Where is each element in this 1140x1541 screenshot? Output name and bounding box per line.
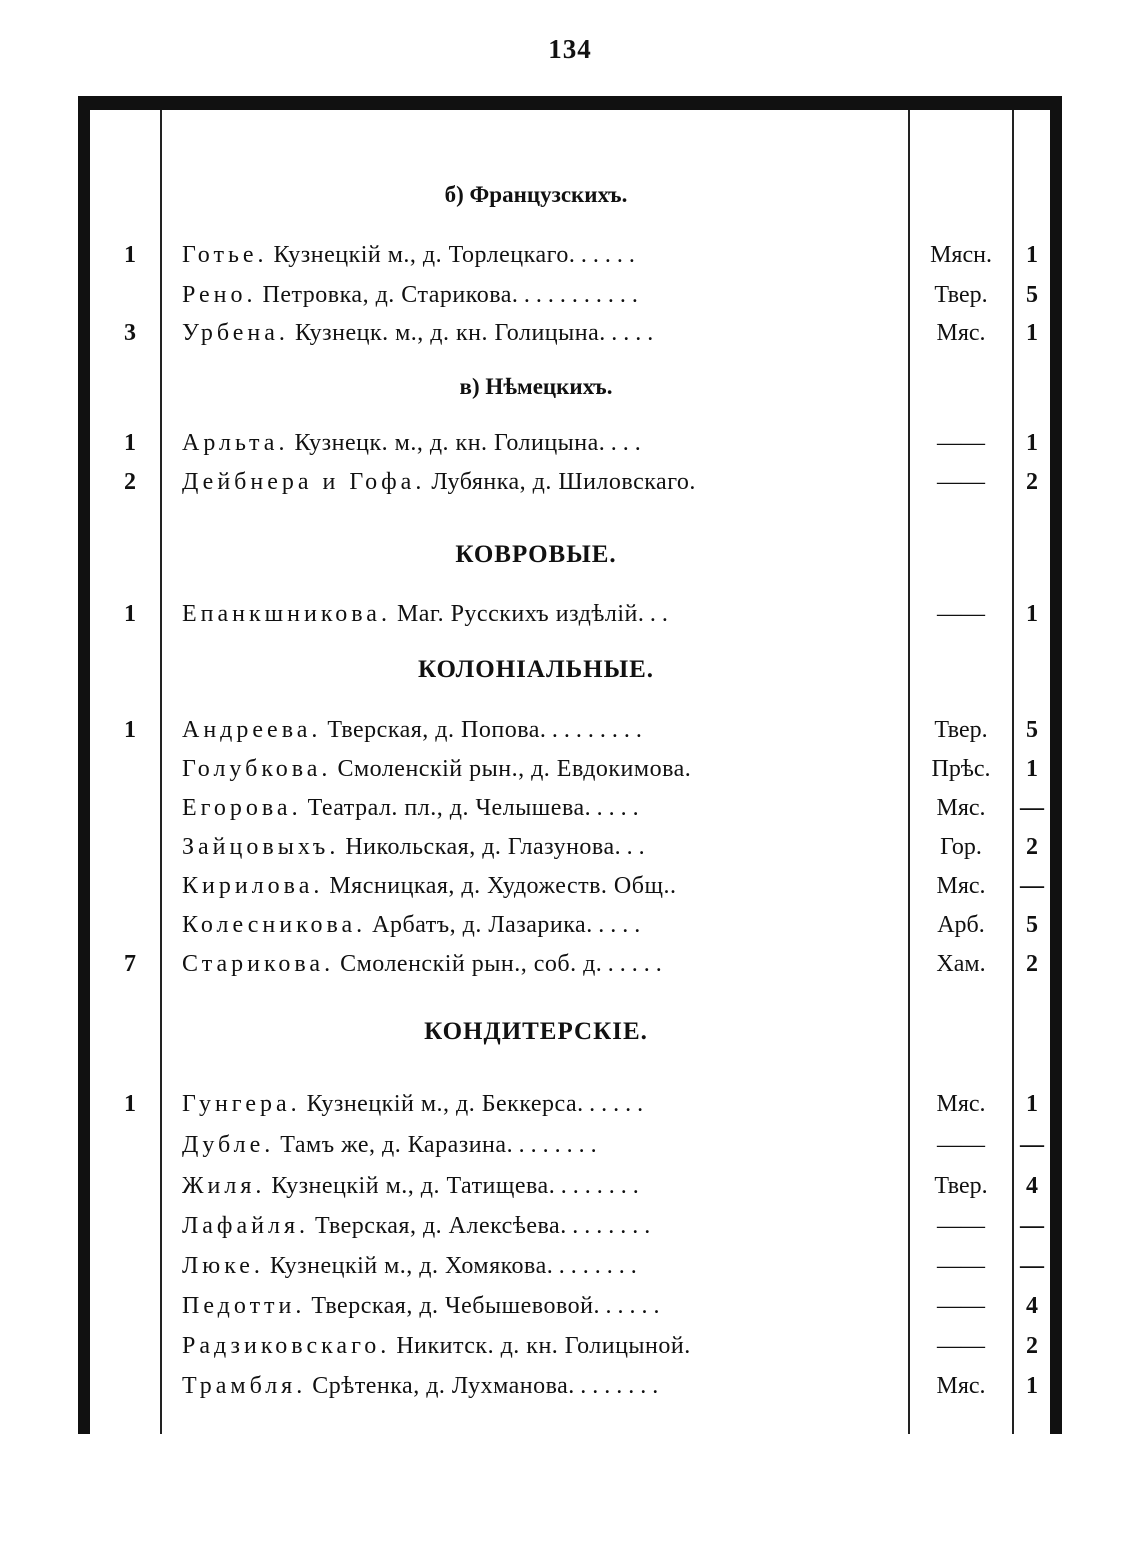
address: Тамъ же, д. Каразина: [280, 1132, 507, 1158]
page-number: 134: [548, 34, 592, 64]
proprietor-name: Епанкшникова.: [182, 601, 391, 627]
district: ——: [937, 1253, 985, 1279]
table-row: [100, 907, 1050, 943]
proprietor-name: Гунгера.: [182, 1091, 301, 1117]
row-entry: [182, 1168, 904, 1204]
dot-leaders: ........: [560, 1213, 657, 1239]
address: Лубянка, д. Шиловскаго.: [431, 469, 696, 495]
proprietor-name: Радзиковскаго.: [182, 1333, 391, 1359]
table-row: [100, 277, 1050, 313]
table-left-border: [78, 96, 90, 1434]
proprietor-name: Дубле.: [182, 1132, 275, 1158]
section-heading-carpets: КОВРОВЫЕ.: [455, 541, 617, 568]
part-number: 5: [1026, 912, 1038, 938]
proprietor-name: Андреева.: [182, 717, 322, 743]
part-number: —: [1020, 873, 1044, 899]
address: Арбатъ, д. Лазарика: [372, 912, 587, 938]
row-entry: [182, 790, 904, 826]
proprietor-name: Люке.: [182, 1253, 264, 1279]
dot-leaders: ......: [593, 1293, 666, 1319]
proprietor-name: Трамбля.: [182, 1373, 307, 1399]
district: ——: [937, 601, 985, 627]
row-entry: [182, 1288, 904, 1324]
address: Кузнецкій м., д. Хомякова: [269, 1253, 547, 1279]
district: Твер.: [934, 1173, 988, 1199]
row-entry: [182, 907, 904, 943]
table-row: [100, 1168, 1050, 1204]
address: Смоленскій рын., д. Евдокимова.: [337, 756, 692, 782]
proprietor-name: Рено.: [182, 282, 257, 308]
dot-leaders: .........: [539, 717, 648, 743]
address: Никитск. д. кн. Голицыной.: [396, 1333, 691, 1359]
row-entry: [182, 237, 904, 273]
proprietor-name: Лафайля.: [182, 1213, 309, 1239]
district: Арб.: [937, 912, 985, 938]
part-number: —: [1020, 795, 1044, 821]
address: Тверская, д. Алексѣева: [315, 1213, 561, 1239]
part-number: 5: [1026, 282, 1038, 308]
part-number: 2: [1026, 951, 1038, 977]
district: Хам.: [936, 951, 986, 977]
dot-leaders: ...: [637, 601, 674, 627]
dot-leaders: ........: [506, 1132, 603, 1158]
table-row: [100, 1368, 1050, 1404]
table-row: [100, 751, 1050, 787]
proprietor-name: Старикова.: [182, 951, 335, 977]
row-entry: [182, 751, 904, 787]
table-row: [100, 1127, 1050, 1163]
row-entry: [182, 1127, 904, 1163]
row-entry: [182, 868, 904, 904]
part-number: —: [1020, 1213, 1044, 1239]
proprietor-name: Кирилова.: [182, 873, 324, 899]
dot-leaders: ......: [577, 1091, 650, 1117]
table-row: [100, 1086, 1050, 1122]
row-entry: [182, 829, 904, 865]
table-row: [100, 946, 1050, 982]
part-number: 1: [1026, 1091, 1038, 1117]
table-row: [100, 237, 1050, 273]
row-number: 1: [124, 430, 136, 456]
dot-leaders: ........: [546, 1253, 643, 1279]
district: Твер.: [934, 717, 988, 743]
table-row: [100, 712, 1050, 748]
part-number: 1: [1026, 320, 1038, 346]
part-number: 2: [1026, 834, 1038, 860]
part-number: 4: [1026, 1293, 1038, 1319]
section-heading-french: б) Французскихъ.: [444, 182, 628, 207]
proprietor-name: Дейбнера и Гофа.: [182, 469, 426, 495]
dot-leaders: ......: [595, 951, 668, 977]
row-number: 1: [124, 601, 136, 627]
dot-leaders: ...: [614, 834, 651, 860]
table-row: [100, 1248, 1050, 1284]
row-entry: [182, 425, 904, 461]
address: Кузнецкій м., д. Беккерса: [306, 1091, 578, 1117]
address: Кузнецкій м., д. Торлецкаго: [273, 242, 569, 268]
proprietor-name: Готье.: [182, 242, 268, 268]
dot-leaders: ........: [548, 1173, 645, 1199]
proprietor-name: Зайцовыхъ.: [182, 834, 340, 860]
section-heading-colonial: КОЛОНІАЛЬНЫЕ.: [417, 656, 655, 683]
proprietor-name: Колесникова.: [182, 912, 367, 938]
row-entry: [182, 1086, 904, 1122]
district: Гор.: [940, 834, 982, 860]
row-number: 7: [124, 951, 136, 977]
district: Мяс.: [936, 795, 986, 821]
part-number: 2: [1026, 1333, 1038, 1359]
address: Петровка, д. Старикова: [262, 282, 512, 308]
table-right-border: [1050, 96, 1062, 1434]
address: Кузнецкій м., д. Татищева: [271, 1173, 549, 1199]
table-row: [100, 425, 1050, 461]
table-row: [100, 1328, 1050, 1364]
row-entry: [182, 464, 904, 500]
table-row: [100, 596, 1050, 632]
proprietor-name: Голубкова.: [182, 756, 332, 782]
part-number: —: [1020, 1253, 1044, 1279]
address: Тверская, д. Чебышевовой: [311, 1293, 594, 1319]
row-entry: [182, 946, 904, 982]
dot-leaders: .....: [599, 320, 660, 346]
address: Кузнецк. м., д. кн. Голицына: [294, 430, 599, 456]
row-number: 3: [124, 320, 136, 346]
address: Маг. Русскихъ издѣлій: [396, 601, 638, 627]
table-top-border: [78, 96, 1062, 110]
part-number: 2: [1026, 469, 1038, 495]
row-entry: [182, 1248, 904, 1284]
proprietor-name: Педотти.: [182, 1293, 306, 1319]
district: ——: [937, 1333, 985, 1359]
address: Никольская, д. Глазунова: [345, 834, 615, 860]
row-number: 1: [124, 242, 136, 268]
row-entry: [182, 712, 904, 748]
part-number: 1: [1026, 1373, 1038, 1399]
district: Мяс.: [936, 1091, 986, 1117]
district: Твер.: [934, 282, 988, 308]
district: ——: [937, 1293, 985, 1319]
part-number: 4: [1026, 1173, 1038, 1199]
district: ——: [937, 1132, 985, 1158]
dot-leaders: ........: [568, 1373, 665, 1399]
row-number: 1: [124, 717, 136, 743]
address: Тверская, д. Попова: [327, 717, 540, 743]
row-number: 2: [124, 469, 136, 495]
address: Мясницкая, д. Художеств. Общ.: [329, 873, 670, 899]
district: Мяс.: [936, 873, 986, 899]
dot-leaders: ...........: [511, 282, 644, 308]
district: ——: [937, 430, 985, 456]
table-row: [100, 829, 1050, 865]
section-heading-german: в) Нѣмецкихъ.: [459, 374, 613, 399]
table-row: [100, 464, 1050, 500]
row-number: 1: [124, 1091, 136, 1117]
part-number: 1: [1026, 242, 1038, 268]
row-entry: [182, 277, 904, 313]
proprietor-name: Арльта.: [182, 430, 289, 456]
dot-leaders: .....: [586, 912, 647, 938]
district: ——: [937, 1213, 985, 1239]
part-number: 1: [1026, 601, 1038, 627]
table-row: [100, 868, 1050, 904]
district: Мяс.: [936, 1373, 986, 1399]
proprietor-name: Урбена.: [182, 320, 289, 346]
address: Смоленскій рын., соб. д: [340, 951, 596, 977]
dot-leaders: .....: [584, 795, 645, 821]
part-number: 1: [1026, 430, 1038, 456]
dot-leaders: ......: [568, 242, 641, 268]
address: Кузнецк. м., д. кн. Голицына: [294, 320, 600, 346]
row-entry: [182, 315, 904, 351]
proprietor-name: Егорова.: [182, 795, 302, 821]
table-row: [100, 315, 1050, 351]
district: Прѣс.: [931, 756, 991, 782]
part-number: —: [1020, 1132, 1044, 1158]
address: Театрал. пл., д. Челышева: [307, 795, 585, 821]
district: ——: [937, 469, 985, 495]
dot-leaders: ....: [598, 430, 647, 456]
address: Срѣтенка, д. Лухманова: [312, 1373, 569, 1399]
row-entry: [182, 1208, 904, 1244]
row-entry: [182, 1328, 904, 1364]
section-heading-confectioners: КОНДИТЕРСКІЕ.: [424, 1018, 648, 1045]
proprietor-name: Жиля.: [182, 1173, 266, 1199]
part-number: 5: [1026, 717, 1038, 743]
table-row: [100, 790, 1050, 826]
district: Мясн.: [930, 242, 992, 268]
district: Мяс.: [936, 320, 986, 346]
part-number: 1: [1026, 756, 1038, 782]
row-entry: [182, 1368, 904, 1404]
table-row: [100, 1288, 1050, 1324]
row-entry: [182, 596, 904, 632]
table-row: [100, 1208, 1050, 1244]
dot-leaders: .: [669, 873, 682, 899]
